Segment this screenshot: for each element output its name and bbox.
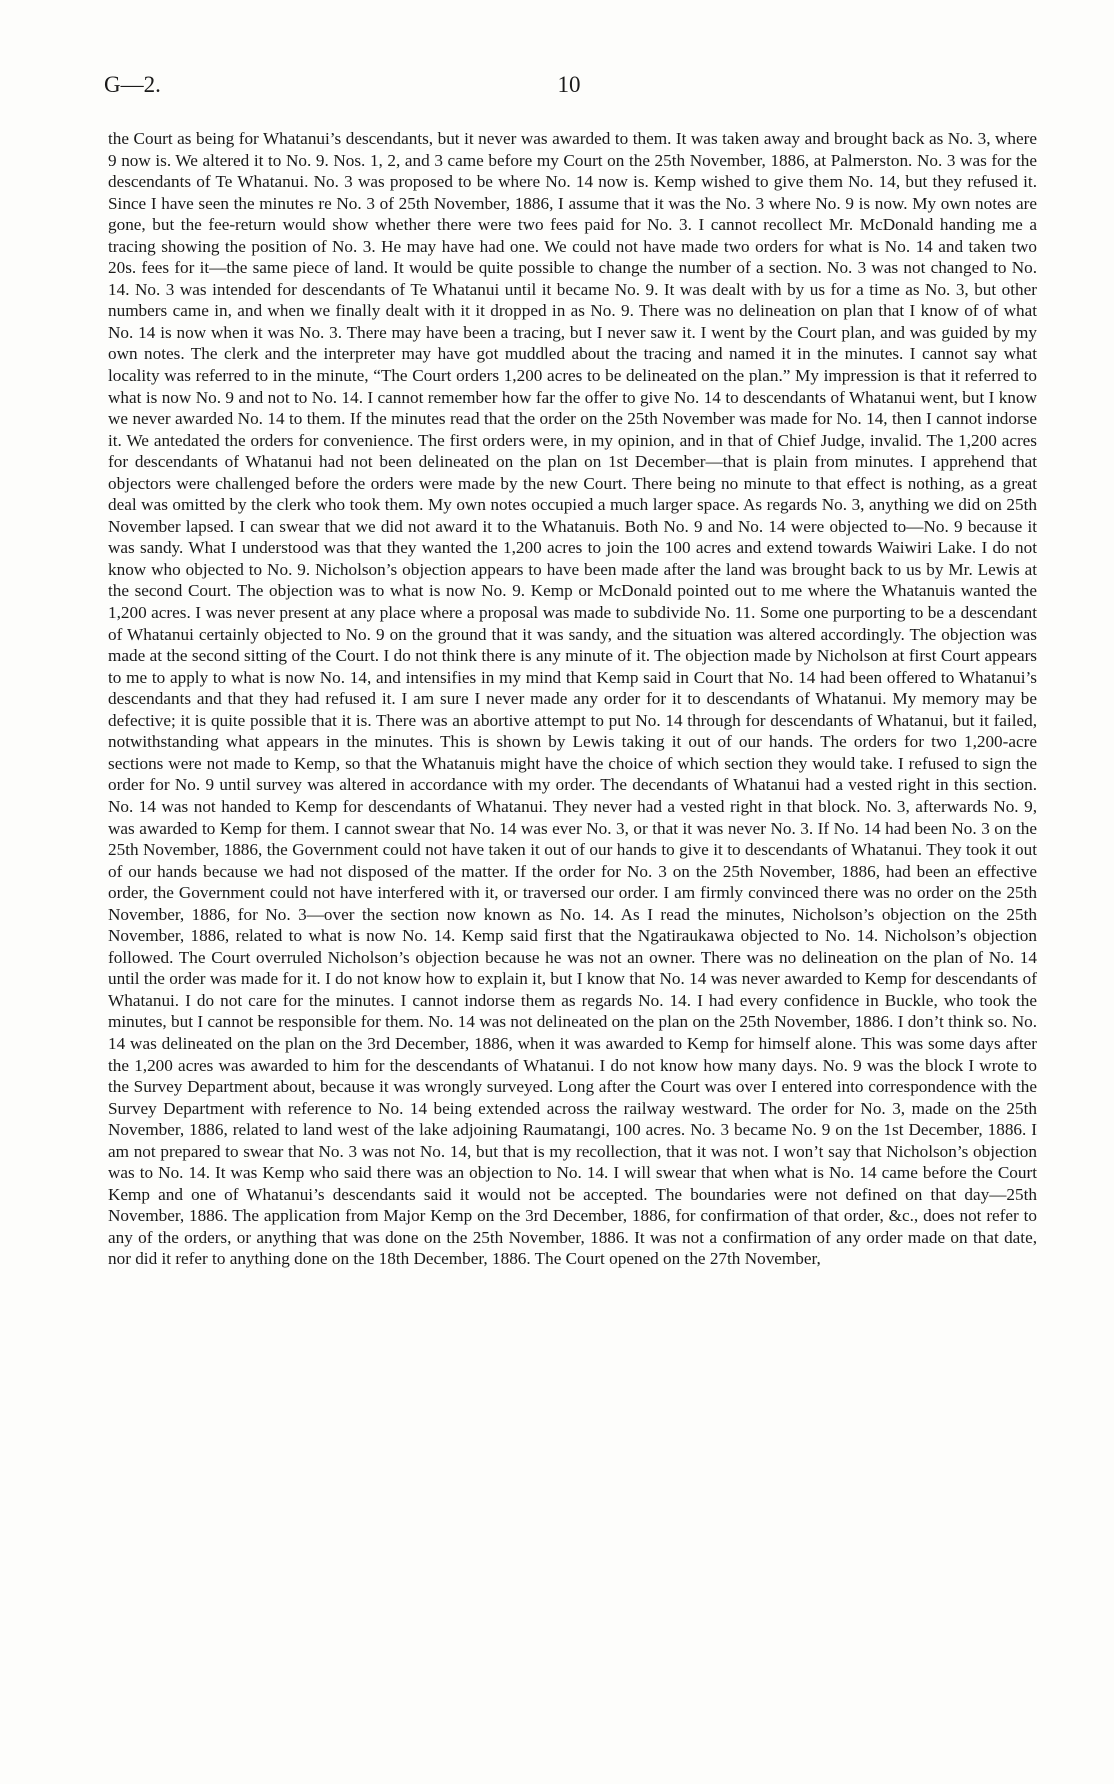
page-header (104, 72, 1034, 108)
body-paragraph: the Court as being for Whatanui’s descendants, but it never was awarded to them. It was taken away and brought back as No. 3, where 9 now is. We altered it to No. 9. Nos. 1, 2, and 3 came before my Court on the 25th November, 1886, at Palmerston. No. 3 was for the descendants of Te Whatanui. No. 3 was proposed to be where No. 14 now is. Kemp wished to give them No. 14, but they refused it. Since I have seen the minutes re No. 3 of 25th November, 1886, I assume that it was the No. 3 where No. 9 is now. My own notes are gone, but the fee-return would show whether there were two fees paid for No. 3. I cannot recollect Mr. McDonald handing me a tracing showing the position of No. 3. He may have had one. We could not have made two orders for what is No. 14 and taken two 20s. fees for it—the same piece of land. It would be quite possible to change the number of a section. No. 3 was not changed to No. 14. No. 3 was intended for descendants of Te Whatanui until it became No. 9. It was dealt with by us for a time as No. 3, but other numbers came in, and when we finally dealt with it it dropped in as No. 9. There was no delineation on plan that I know of of what No. 14 is now when it was No. 3. There may have been a tracing, but I never saw it. I went by the Court plan, and was guided by my own notes. The clerk and the interpreter may have got muddled about the tracing and named it in the minutes. I cannot say what locality was referred to in the minute, “The Court orders 1,200 acres to be delineated on the plan.” My impression is that it referred to what is now No. 9 and not to No. 14. I cannot remember how far the offer to give No. 14 to descendants of Whatanui went, but I know we never awarded No. 14 to them. If the minutes read that the order on the 25th November was made for No. 14, then I cannot indorse it. We antedated the orders for convenience. The first orders were, in my opinion, and in that of Chief Judge, invalid. The 1,200 acres for descendants of Whatanui had not been delineated on the plan on 1st December—that is plain from minutes. I apprehend that objectors were challenged before the orders were made by the new Court. There being no minute to that effect is nothing, as a great deal was omitted by the clerk who took them. My own notes occupied a much larger space. As regards No. 3, anything we did on 25th November lapsed. I can swear that we did not award it to the Whatanuis. Both No. 9 and No. 14 were objected to—No. 9 because it was sandy. What I understood was that they wanted the 1,200 acres to join the 100 acres and extend towards Waiwiri Lake. I do not know who objected to No. 9. Nicholson’s objection appears to have been made after the land was brought back to us by Mr. Lewis at the second Court. The objection was to what is now No. 9. Kemp or McDonald pointed out to me where the Whatanuis wanted the 1,200 acres. I was never present at any place where a proposal was made to subdivide No. 11. Some one purporting to be a descendant of Whatanui certainly objected to No. 9 on the ground that it was sandy, and the situation was altered accordingly. The objection was made at the second sitting of the Court. I do not think there is any minute of it. The objection made by Nicholson at first Court appears to me to apply to what is now No. 14, and intensifies in my mind that Kemp said in Court that No. 14 had been offered to Whatanui’s descendants and that they had refused it. I am sure I never made any order for it to descendants of Whatanui. My memory may be defective; it is quite possible that it is. There was an abortive attempt to put No. 14 through for descendants of Whatanui, but it failed, notwithstanding what appears in the minutes. This is shown by Lewis taking it out of our hands. The orders for two 1,200-acre sections were not made to Kemp, so that the Whatanuis might have the choice of which section they would take. I refused to sign the order for No. 9 until survey was altered in accordance with my order. The decendants of Whatanui had a vested right in this section. No. 14 was not handed to Kemp for descendants of Whatanui. They never had a vested right in that block. No. 3, afterwards No. 9, was awarded to Kemp for them. I cannot swear that No. 14 was ever No. 3, or that it was never No. 3. If No. 14 had been No. 3 on the 25th November, 1886, the Government could not have taken it out of our hands to give it to descendants of Whatanui. They took it out of our hands because we had not disposed of the matter. If the order for No. 3 on the 25th November, 1886, had been an effective order, the Government could not have interfered with it, or traversed our order. I am firmly convinced there was no order on the 25th November, 1886, for No. 3—over the section now known as No. 14. As I read the minutes, Nicholson’s objection on the 25th November, 1886, related to what is now No. 14. Kemp said first that the Ngatiraukawa objected to No. 14. Nicholson’s objection followed. The Court overruled Nicholson’s objection because he was not an owner. There was no delineation on the plan of No. 14 until the order was made for it. I do not know how to explain it, but I know that No. 14 was never awarded to Kemp for descendants of Whatanui. I do not care for the minutes. I cannot indorse them as regards No. 14. I had every confidence in Buckle, who took the minutes, but I cannot be responsible for them. No. 14 was not delineated on the plan on the 25th November, 1886. I don’t think so. No. 14 was delineated on the plan on the 3rd December, 1886, when it was awarded to Kemp for himself alone. This was some days after the 1,200 acres was awarded to him for the descendants of Whatanui. I do not know how many days. No. 9 was the block I wrote to the Survey Department about, because it was wrongly surveyed. Long after the Court was over I entered into correspondence with the Survey Department with reference to No. 14 being extended across the railway westward. The order for No. 3, made on the 25th November, 1886, related to land west of the lake adjoining Raumatangi, 100 acres. No. 3 became No. 9 on the 1st December, 1886. I am not prepared to swear that No. 3 was not No. 14, but that is my recollection, that it was not. I won’t say that Nicholson’s objection was to No. 14. It was Kemp who said there was an objection to No. 14. I will swear that when what is No. 14 came before the Court Kemp and one of Whatanui’s descendants said it would not be accepted. The boundaries were not defined on that day—25th November, 1886. The application from Major Kemp on the 3rd December, 1886, for confirmation of that order, &c., does not refer to any of the orders, or anything that was done on the 25th November, 1886. It was not a confirmation of any order made on that date, nor did it refer to anything done on the 18th December, 1886. The Court opened on the 27th November, (108, 129, 1037, 1269)
body-text-column (108, 128, 1037, 1270)
page-number: 10 (557, 72, 581, 97)
document-reference: G—2. (104, 72, 161, 97)
